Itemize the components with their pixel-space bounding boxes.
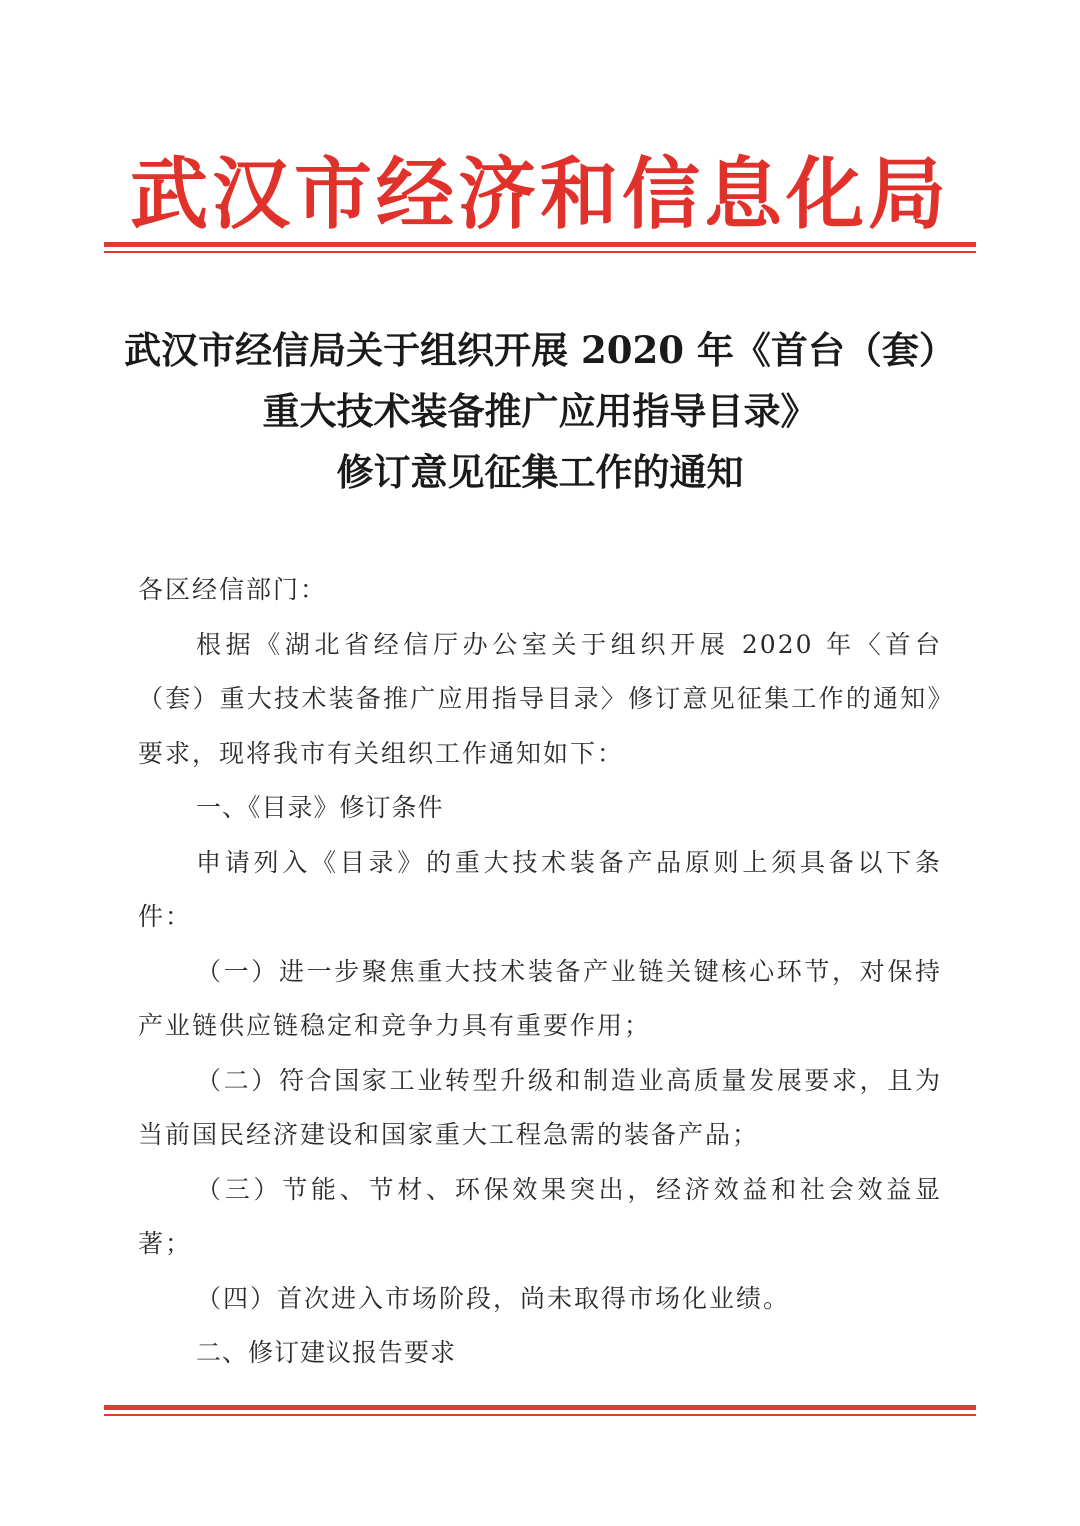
issuing-authority-header: 武汉市经济和信息化局: [129, 150, 950, 240]
condition-item-3: （三）节能、节材、环保效果突出，经济效益和社会效益显著；: [138, 1174, 942, 1258]
document-body: [138, 563, 942, 1381]
header-rule-thin-line: [104, 251, 976, 253]
footer-rule-thin-line: [104, 1414, 976, 1416]
section-2-heading: 二、修订建议报告要求: [196, 1338, 457, 1367]
footer-rule-thick-line: [104, 1405, 976, 1410]
salutation: 各区经信部门：: [138, 575, 328, 604]
title-line-2: 重大技术装备推广应用指导目录》: [262, 389, 818, 433]
condition-item-1: （一）进一步聚焦重大技术装备产业链关键核心环节，对保持产业链供应链稳定和竞争力具有重要作用；: [138, 956, 942, 1040]
intro-paragraph: 根据《湖北省经信厅办公室关于组织开展 2020 年〈首台（套）重大技术装备推广应用指导目录〉修订意见征集工作的通知》要求，现将我市有关组织工作通知如下：: [138, 629, 942, 768]
header-red-rule: [104, 242, 976, 253]
footer-red-rule: [104, 1405, 976, 1416]
header-rule-thick-line: [104, 242, 976, 247]
section-1-lead: 申请列入《目录》的重大技术装备产品原则上须具备以下条件：: [138, 847, 942, 931]
title-line-1: 武汉市经信局关于组织开展 2020 年《首台（套）: [124, 328, 956, 372]
title-line-3: 修订意见征集工作的通知: [336, 450, 744, 494]
condition-item-2: （二）符合国家工业转型升级和制造业高质量发展要求，且为当前国民经济建设和国家重大工程急需的装备产品；: [138, 1065, 942, 1149]
section-1-heading: 一、《目录》修订条件: [196, 793, 444, 822]
document-title: [100, 320, 980, 503]
condition-item-4: （四）首次进入市场阶段，尚未取得市场化业绩。: [196, 1283, 791, 1313]
